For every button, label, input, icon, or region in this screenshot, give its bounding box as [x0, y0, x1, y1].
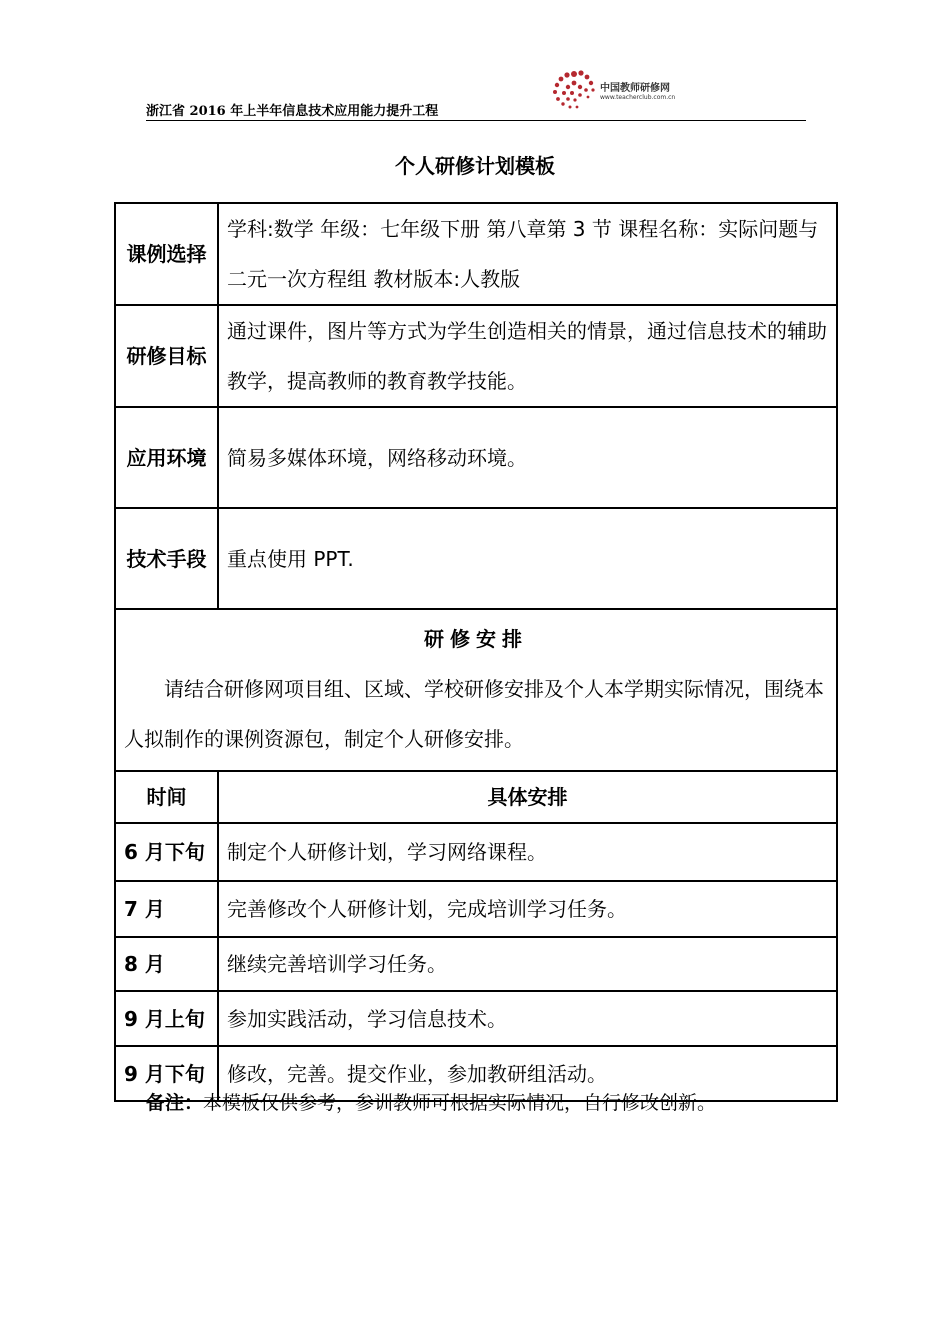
logo-name: 中国教师研修网 [600, 83, 670, 94]
time-cell: 8 月 [115, 937, 218, 991]
logo-url: www.teacherclub.com.cn [600, 94, 676, 101]
arrangement-cell [115, 609, 837, 771]
plan-cell: 继续完善培训学习任务。 [218, 937, 837, 991]
footer-note [146, 1088, 716, 1115]
header-text: 浙江省 2016 年上半年信息技术应用能力提升工程 [146, 104, 439, 119]
column-header-plan: 具体安排 [218, 771, 837, 823]
table-row [115, 937, 837, 991]
time-cell: 9 月下旬 [115, 1046, 218, 1101]
table-row [115, 991, 837, 1046]
table-row [115, 881, 837, 937]
table-row [115, 823, 837, 881]
note-label: 备注： [146, 1092, 204, 1114]
row-label: 应用环境 [115, 407, 218, 508]
logo-dots-icon [550, 68, 598, 112]
plan-table [114, 202, 838, 1102]
row-content: 简易多媒体环境，网络移动环境。 [218, 407, 837, 508]
plan-cell: 完善修改个人研修计划，完成培训学习任务。 [218, 881, 837, 937]
row-content: 通过课件，图片等方式为学生创造相关的情景，通过信息技术的辅助教学，提高教师的教育教学技能。 [218, 305, 837, 407]
arrangement-body: 请结合研修网项目组、区域、学校研修安排及个人本学期实际情况，围绕本人拟制作的课例资源包，制定个人研修安排。 [124, 677, 824, 751]
page-header [146, 83, 806, 121]
document-title: 个人研修计划模板 [395, 154, 555, 178]
table-row [115, 508, 837, 609]
arrangement-title: 研修安排 [424, 627, 528, 651]
table-row [115, 305, 837, 407]
plan-cell: 修改，完善。提交作业，参加教研组活动。 [218, 1046, 837, 1101]
plan-cell: 参加实践活动，学习信息技术。 [218, 991, 837, 1046]
note-text: 本模板仅供参考，参训教师可根据实际情况，自行修改创新。 [203, 1092, 717, 1114]
row-content: 学科:数学 年级：七年级下册 第八章第 3 节 课程名称：实际问题与二元一次方程组 教材版本:人教版 [218, 203, 837, 305]
row-label: 研修目标 [115, 305, 218, 407]
arrangement-section [115, 609, 837, 771]
row-content: 重点使用 PPT. [218, 508, 837, 609]
time-cell: 9 月上旬 [115, 991, 218, 1046]
column-header-time: 时间 [115, 771, 218, 823]
table-row [115, 407, 837, 508]
time-cell: 7 月 [115, 881, 218, 937]
table-row [115, 203, 837, 305]
plan-cell: 制定个人研修计划，学习网络课程。 [218, 823, 837, 881]
teacherclub-logo [550, 68, 690, 112]
table-header-row [115, 771, 837, 823]
row-label: 课例选择 [115, 203, 218, 305]
row-label: 技术手段 [115, 508, 218, 609]
time-cell: 6 月下旬 [115, 823, 218, 881]
